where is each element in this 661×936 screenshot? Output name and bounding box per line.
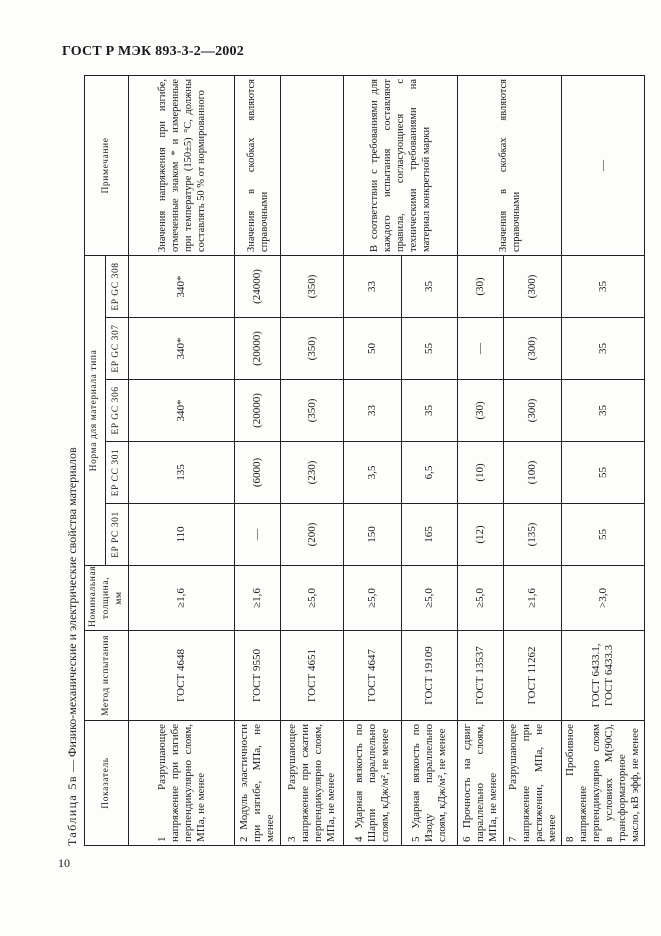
row-value: 50 <box>344 318 402 380</box>
row-value: (30) <box>458 380 504 442</box>
row-method: ГОСТ 4651 <box>281 631 344 721</box>
header-material: EP GC 308 <box>105 255 128 317</box>
page-number: 10 <box>58 856 70 870</box>
row-note: Значения напряжения при изгибе, отмеченные знаком * и измеренные при температуре (150±5) °С, должны составлять 50 % от нормированного <box>129 75 235 255</box>
row-value: (230) <box>281 442 344 504</box>
table-row <box>235 75 281 845</box>
row-note: Значения в скобках являются справочными <box>235 75 281 255</box>
table-caption-text: — Физико-механические и электрические свойства материалов <box>65 447 79 775</box>
row-value: 35 <box>402 255 458 317</box>
row-value: (300) <box>504 255 562 317</box>
row-note: — <box>562 75 645 255</box>
header-thickness: Номинальная толщина, мм <box>85 566 129 631</box>
row-value: 35 <box>562 318 645 380</box>
row-value: (20000) <box>235 318 281 380</box>
row-value: 33 <box>344 380 402 442</box>
table-row <box>281 75 344 845</box>
row-value: (20000) <box>235 380 281 442</box>
row-parameter: 8 Пробивное напряжение перпендикулярно слоям в условиях М(90С), трансформаторное масло, кВ эфф, не менее <box>562 721 645 846</box>
table-row <box>458 75 504 845</box>
row-value: 55 <box>402 318 458 380</box>
row-method: ГОСТ 4647 <box>344 631 402 721</box>
row-method: ГОСТ 4648 <box>129 631 235 721</box>
row-value: 35 <box>562 255 645 317</box>
row-note: В соответствии с требованиями для каждого испытания составляют правила, согласующиеся с техническими требованиями на материал конкретной марки <box>344 75 458 255</box>
header-material: EP PC 301 <box>105 504 128 566</box>
row-value: (12) <box>458 504 504 566</box>
header-material: EP CC 301 <box>105 442 128 504</box>
row-thickness: ≥5,0 <box>402 566 458 631</box>
row-value: 165 <box>402 504 458 566</box>
table-caption-prefix: Таблица 5в <box>65 775 79 846</box>
row-value: 35 <box>562 380 645 442</box>
row-value: (24000) <box>235 255 281 317</box>
row-parameter: 7 Разрушающее напряжение при растяжении, МПа, не менее <box>504 721 562 846</box>
row-parameter: 3 Разрушающее напряжение при сжатии перпендикулярно слоям, МПа, не менее <box>281 721 344 846</box>
row-parameter: 2 Модуль эластичности при изгибе, МПа, не менее <box>235 721 281 846</box>
row-value: 6,5 <box>402 442 458 504</box>
table-caption <box>62 447 82 846</box>
row-thickness: ≥5,0 <box>281 566 344 631</box>
row-value: (100) <box>504 442 562 504</box>
header-method: Метод испытания <box>85 631 129 721</box>
row-value: 35 <box>402 380 458 442</box>
row-value: (200) <box>281 504 344 566</box>
row-parameter: 5 Ударная вязкость по Изоду параллельно слоям, кДж/м², не менее <box>402 721 458 846</box>
row-value: (350) <box>281 318 344 380</box>
row-method: ГОСТ 11262 <box>504 631 562 721</box>
row-value: — <box>235 504 281 566</box>
header-note: Примечание <box>85 75 129 255</box>
row-value: 3,5 <box>344 442 402 504</box>
row-value: 55 <box>562 442 645 504</box>
row-value: (135) <box>504 504 562 566</box>
row-thickness: ≥5,0 <box>458 566 504 631</box>
document-header: ГОСТ Р МЭК 893-3-2—2002 <box>62 44 244 59</box>
rotated-table-block <box>62 76 641 846</box>
table-row <box>129 75 235 845</box>
row-parameter: 4 Ударная вязкость по Шарпи параллельно слоям, кДж/м², не менее <box>344 721 402 846</box>
row-value: 135 <box>129 442 235 504</box>
row-value: 340* <box>129 255 235 317</box>
row-value: (10) <box>458 442 504 504</box>
row-method: ГОСТ 9550 <box>235 631 281 721</box>
row-thickness: ≥1,6 <box>235 566 281 631</box>
row-parameter: 1 Разрушающее напряжение при изгибе перпендикулярно слоям, МПа, не менее <box>129 721 235 846</box>
header-material: EP GC 306 <box>105 380 128 442</box>
properties-table <box>84 75 645 846</box>
row-value: 110 <box>129 504 235 566</box>
header-parameter: Показатель <box>85 721 129 846</box>
row-note: Значения в скобках являются справочными <box>458 75 562 255</box>
row-parameter: 6 Прочность на сдвиг параллельно слоям, МПа, не менее <box>458 721 504 846</box>
row-value: — <box>458 318 504 380</box>
row-value: 150 <box>344 504 402 566</box>
row-thickness: ≥5,0 <box>344 566 402 631</box>
row-note-empty <box>281 75 344 255</box>
row-method: ГОСТ 13537 <box>458 631 504 721</box>
row-thickness: ≥1,6 <box>504 566 562 631</box>
header-material: EP GC 307 <box>105 318 128 380</box>
table-row <box>344 75 402 845</box>
row-value: 33 <box>344 255 402 317</box>
row-value: 340* <box>129 318 235 380</box>
header-norm-group: Норма для материала типа <box>85 255 106 565</box>
row-method: ГОСТ 6433.1, ГОСТ 6433.3 <box>562 631 645 721</box>
row-value: (300) <box>504 380 562 442</box>
row-value: (30) <box>458 255 504 317</box>
row-thickness: >3,0 <box>562 566 645 631</box>
row-value: (6000) <box>235 442 281 504</box>
row-method: ГОСТ 19109 <box>402 631 458 721</box>
row-value: 340* <box>129 380 235 442</box>
row-thickness: ≥1,6 <box>129 566 235 631</box>
row-value: (350) <box>281 380 344 442</box>
row-value: (350) <box>281 255 344 317</box>
row-value: (300) <box>504 318 562 380</box>
table-row <box>562 75 645 845</box>
row-value: 55 <box>562 504 645 566</box>
